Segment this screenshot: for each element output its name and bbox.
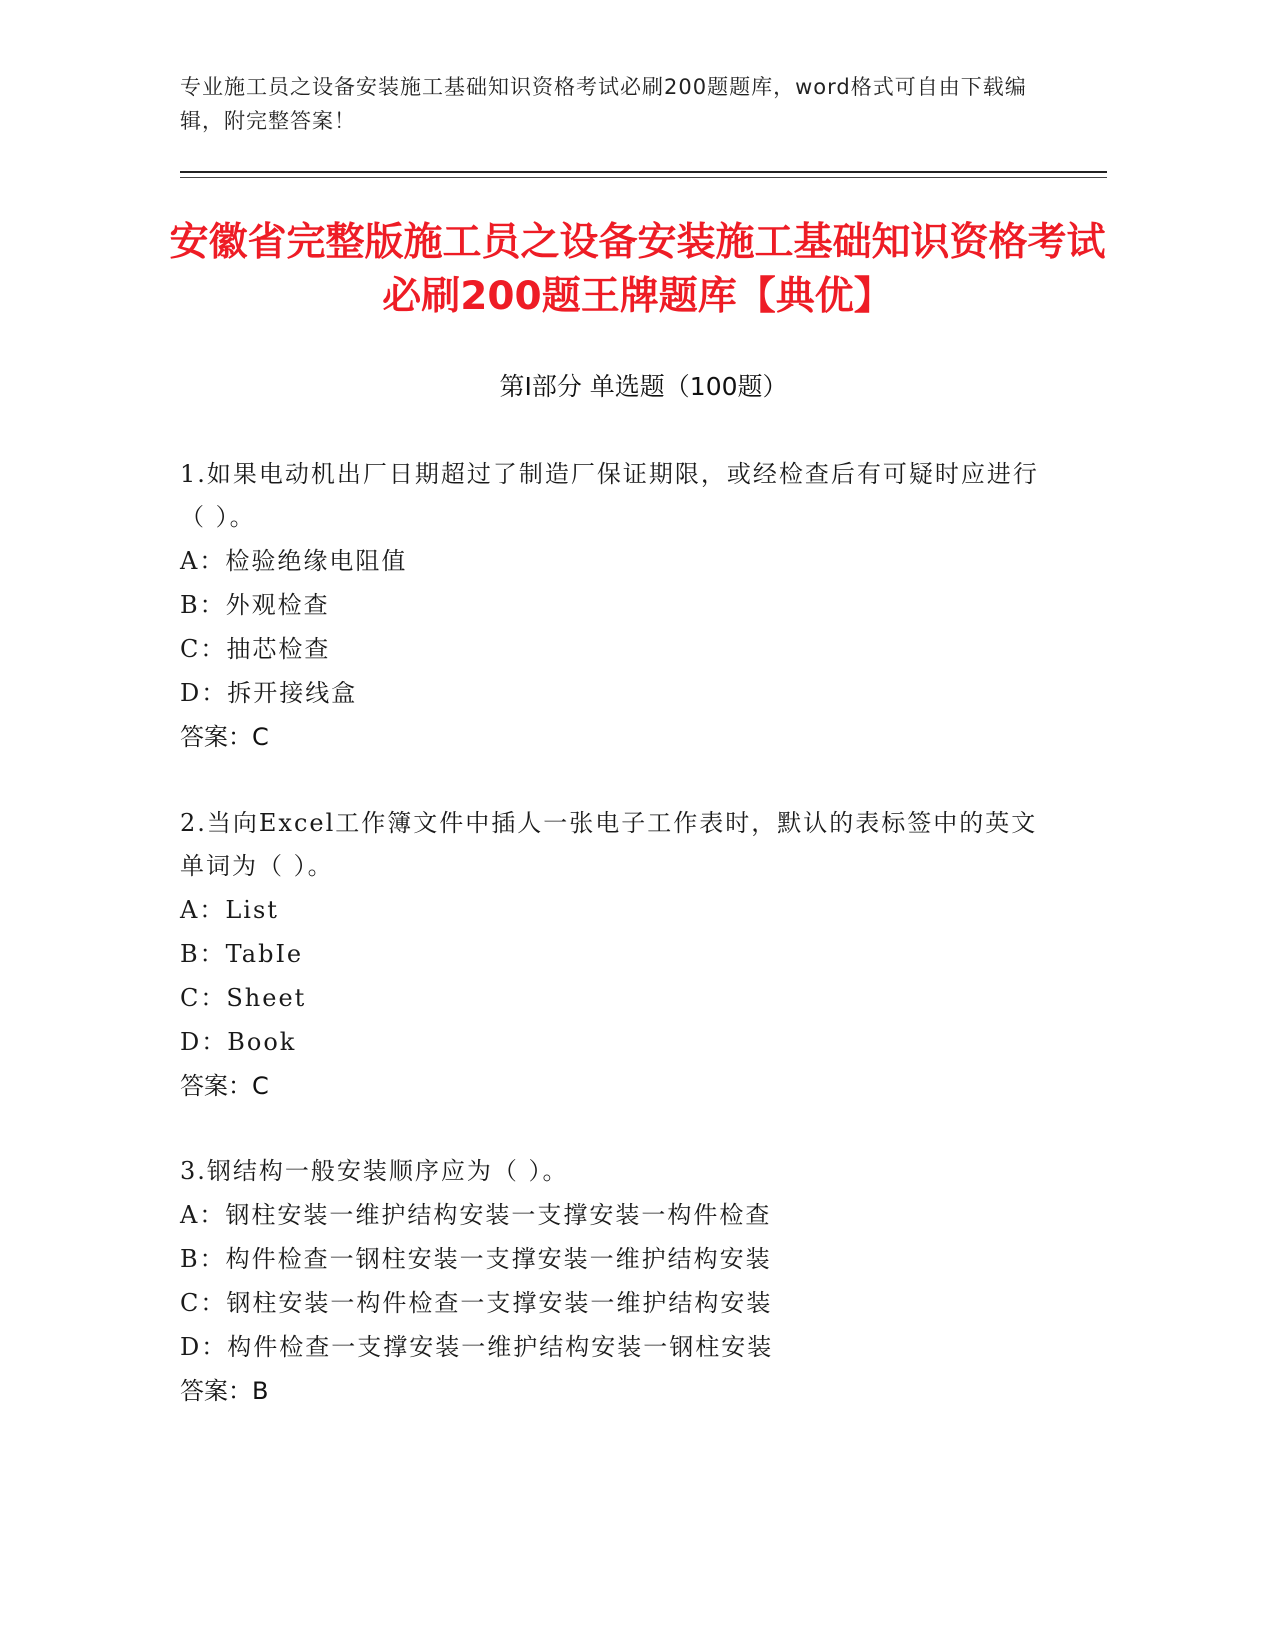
option-a: A：检验绝缘电阻值: [180, 547, 408, 575]
section-heading: 第Ⅰ部分 单选题（100题）: [499, 372, 788, 401]
option-a: A：List: [180, 896, 279, 924]
question-1: [180, 453, 1040, 759]
question-3: [180, 1150, 1040, 1413]
option-b: B：TabIe: [180, 940, 304, 968]
answer: 答案：C: [180, 723, 269, 751]
option-b: B：构件检查一钢柱安装一支撑安装一维护结构安装: [180, 1245, 772, 1273]
option-c: C：抽芯检查: [180, 635, 331, 663]
answer: 答案：B: [180, 1377, 269, 1405]
option-b: B：外观检查: [180, 591, 330, 619]
option-d: D：拆开接线盒: [180, 679, 358, 707]
option-a: A：钢柱安装一维护结构安装一支撑安装一构件检查: [180, 1201, 772, 1229]
header-divider-thin: [180, 177, 1107, 178]
document-title: 安徽省完整版施工员之设备安装施工基础知识资格考试必刷200题王牌题库【典优】: [169, 220, 1106, 319]
answer: 答案：C: [180, 1072, 269, 1100]
question-stem: 1.如果电动机出厂日期超过了制造厂保证期限，或经检查后有可疑时应进行（ ）。: [180, 460, 1039, 531]
header-note: 专业施工员之设备安装施工基础知识资格考试必刷200题题库，word格式可自由下载编辑，附完整答案！: [180, 75, 1027, 133]
question-stem: 2.当向Excel工作簿文件中插人一张电子工作表时，默认的表标签中的英文单词为（ ）。: [180, 809, 1038, 880]
question-stem: 3.钢结构一般安装顺序应为（ ）。: [180, 1157, 569, 1185]
option-d: D：构件检查一支撑安装一维护结构安装一钢柱安装: [180, 1333, 774, 1361]
header-divider-thick: [180, 171, 1107, 173]
option-d: D：Book: [180, 1028, 297, 1056]
question-2: [180, 802, 1040, 1108]
option-c: C：Sheet: [180, 984, 307, 1012]
option-c: C：钢柱安装一构件检查一支撑安装一维护结构安装: [180, 1289, 773, 1317]
